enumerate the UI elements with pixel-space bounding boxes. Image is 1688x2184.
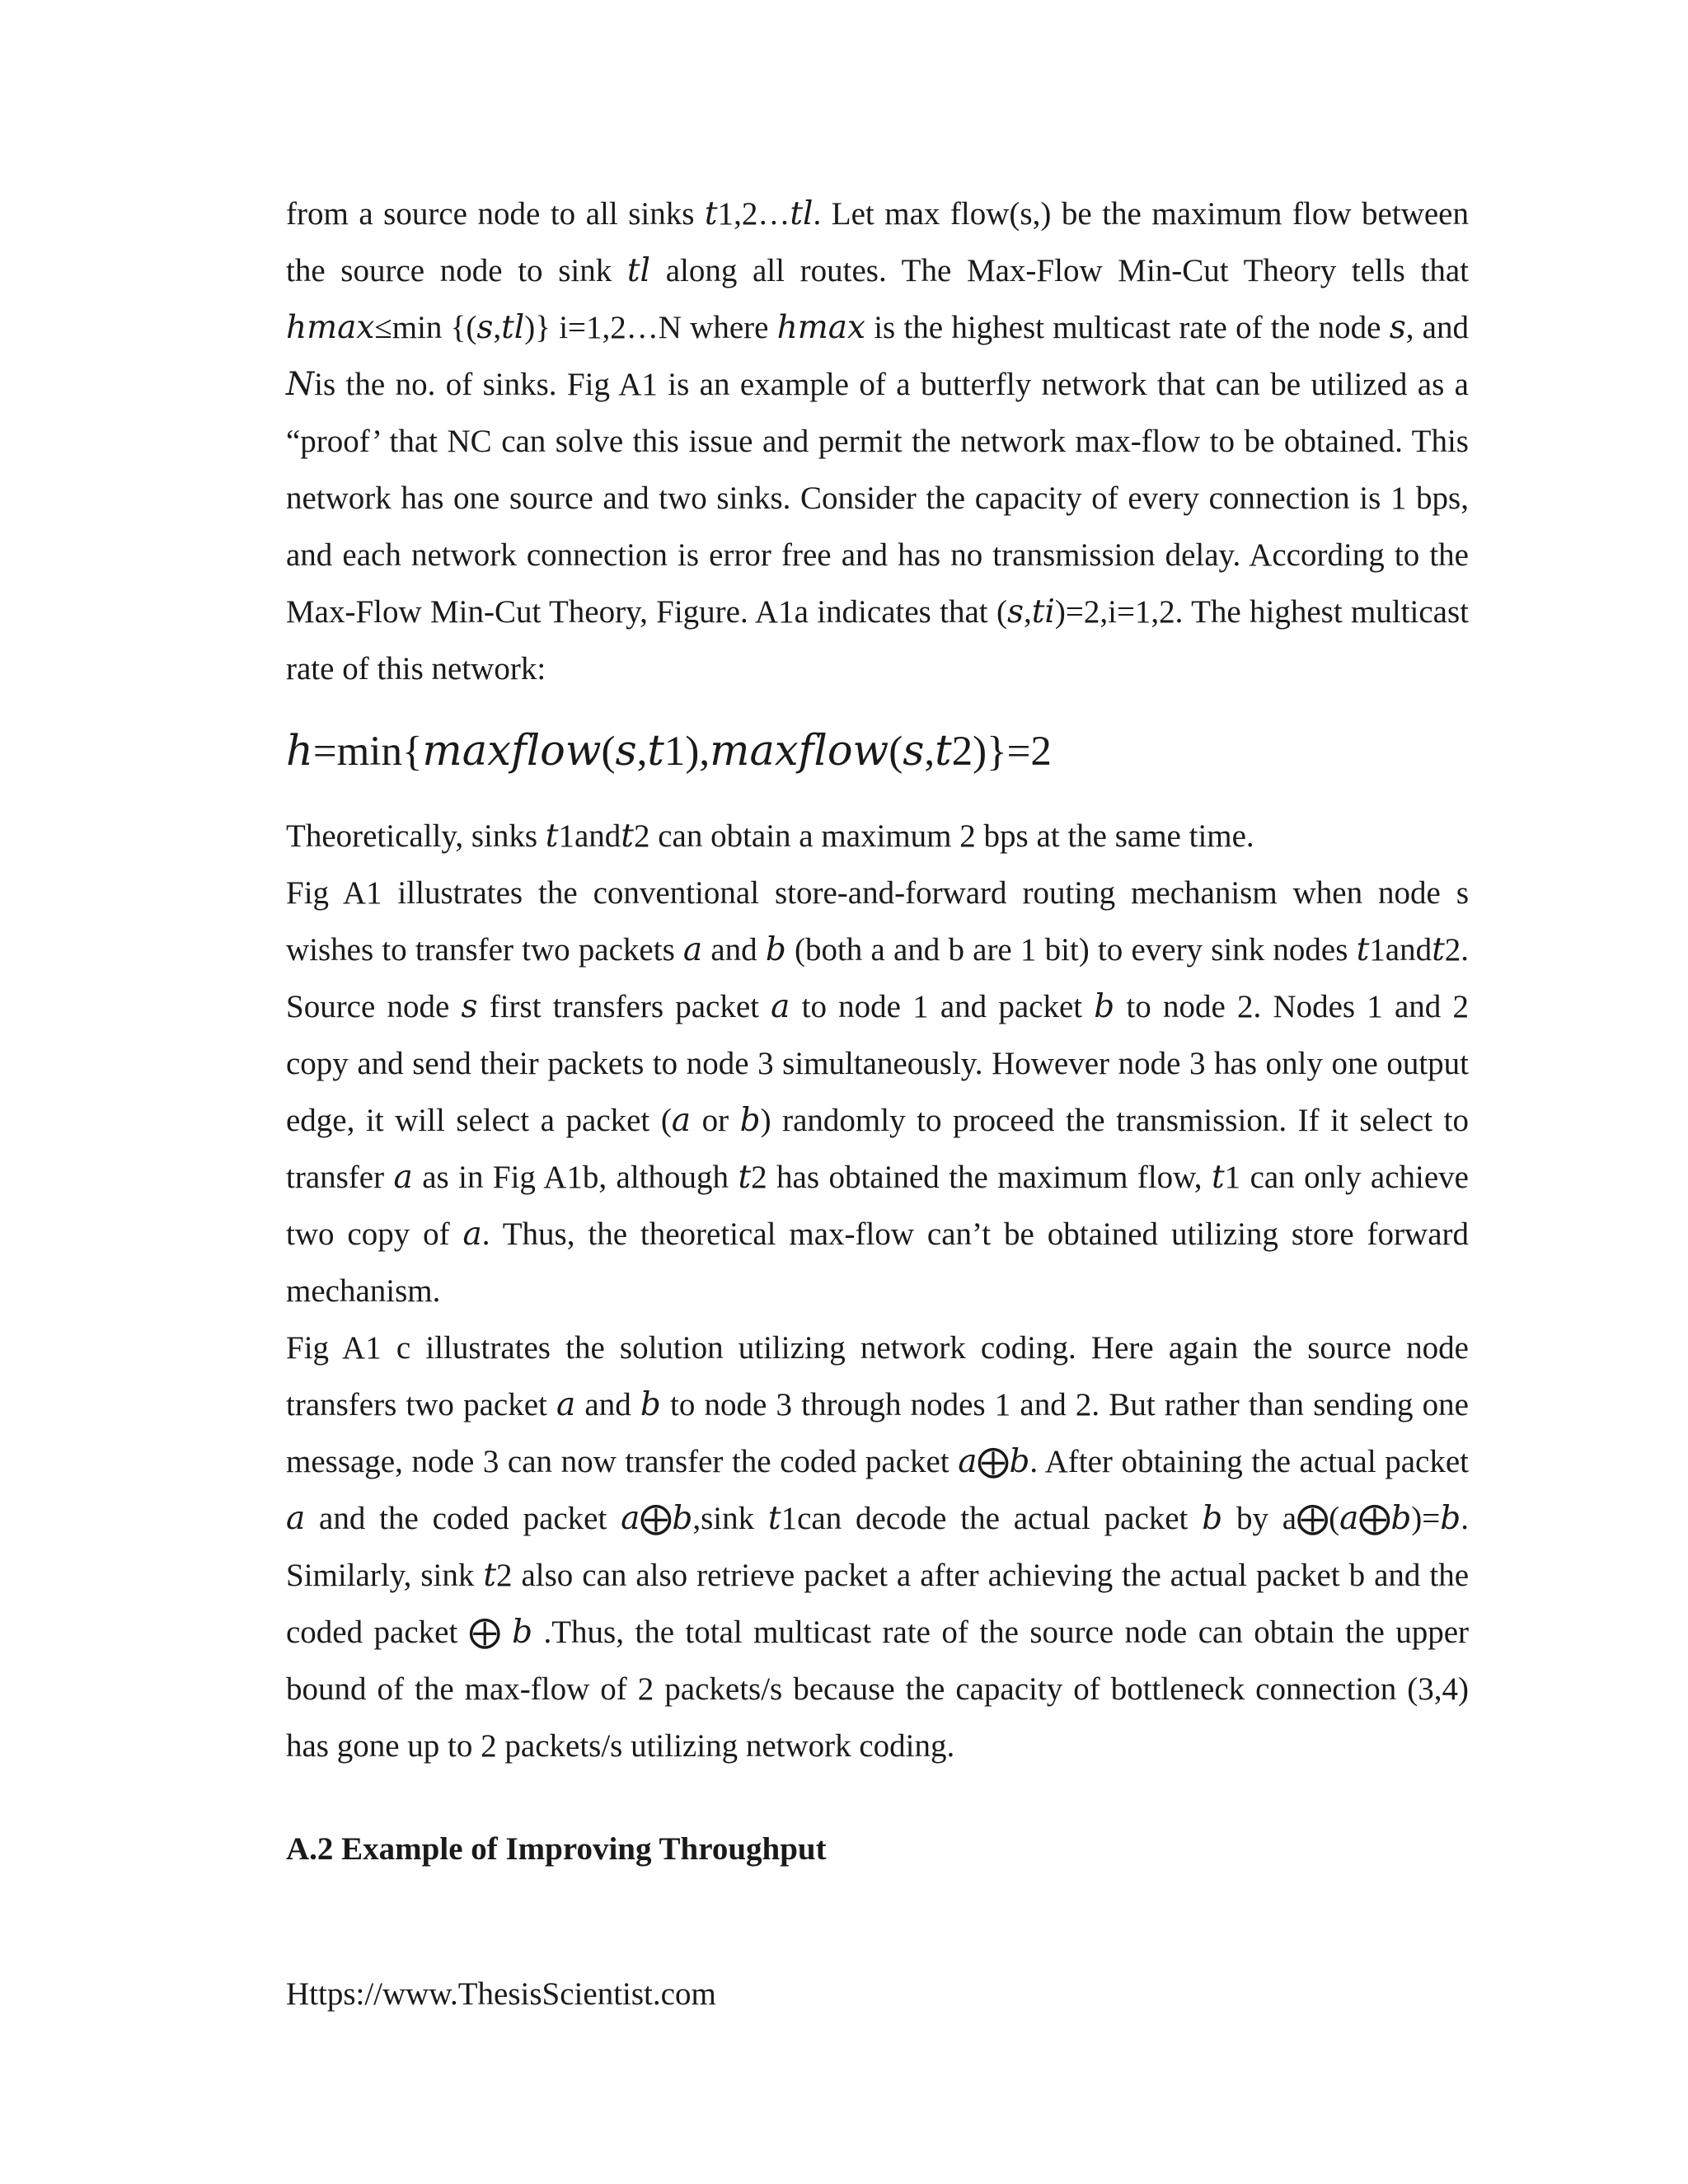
paragraph-network-coding: Fig A1 c illustrates the solution utilizing network coding. Here again the source node transfers two packet 𝑎 and 𝑏 to node 3 through nodes 1 and 2. But rather than sending one message, node 3 can now transfer the coded packet 𝑎⨁𝑏. After obtaining the actual packet 𝑎 and the coded packet 𝑎⨁𝑏,sink 𝑡1can decode the actual packet 𝑏 by a⨁(𝑎⨁𝑏)=𝑏. Similarly, sink 𝑡2 also can also retrieve packet a after achieving the actual packet b and the coded packet ⨁ 𝑏 .Thus, the total multicast rate of the source node can obtain the upper bound of the max-flow of 2 packets/s because the capacity of bottleneck connection (3,4) has gone up to 2 packets/s utilizing network coding. (286, 1330, 1469, 1764)
paragraph-theoretical: Theoretically, sinks 𝑡1and𝑡2 can obtain a maximum 2 bps at the same time. (286, 818, 1254, 854)
multicast-rate-formula: ℎ=min{𝑚𝑎𝑥𝑓𝑙𝑜𝑤(𝑠,𝑡1),𝑚𝑎𝑥𝑓𝑙𝑜𝑤(𝑠,𝑡2)}=2 (286, 729, 1052, 775)
section-heading: A.2 Example of Improving Throughput (286, 1831, 827, 1867)
document-page (286, 185, 1469, 1877)
paragraph-maxflow-intro: from a source node to all sinks 𝑡1,2…𝑡𝑙. Let max flow(s,) be the maximum flow between the source node to sink 𝑡𝑙 along all routes. The Max-Flow Min-Cut Theory tells that ℎ𝑚𝑎𝑥≤min {(𝑠,𝑡𝑙)} i=1,2…N where ℎ𝑚𝑎𝑥 is the highest multicast rate of the node 𝑠, and 𝑁is the no. of sinks. Fig A1 is an example of a butterfly network that can be utilized as a “proof’ that NC can solve this issue and permit the network max-flow to be obtained. This network has one source and two sinks. Consider the capacity of every connection is 1 bps, and each network connection is error free and has no transmission delay. According to the Max-Flow Min-Cut Theory, Figure. A1a indicates that (𝑠,𝑡𝑖)=2,i=1,2. The highest multicast rate of this network: (286, 196, 1469, 687)
footer-url: Https://www.ThesisScientist.com (286, 1976, 716, 2012)
paragraph-store-forward: Fig A1 illustrates the conventional store-and-forward routing mechanism when node s wishes to transfer two packets 𝑎 and 𝑏 (both a and b are 1 bit) to every sink nodes 𝑡1and𝑡2. Source node 𝑠 first transfers packet 𝑎 to node 1 and packet 𝑏 to node 2. Nodes 1 and 2 copy and send their packets to node 3 simultaneously. However node 3 has only one output edge, it will select a packet (𝑎 or 𝑏) randomly to proceed the transmission. If it select to transfer 𝑎 as in Fig A1b, although 𝑡2 has obtained the maximum flow, 𝑡1 can only achieve two copy of 𝑎. Thus, the theoretical max-flow can’t be obtained utilizing store forward mechanism. (286, 875, 1469, 1309)
